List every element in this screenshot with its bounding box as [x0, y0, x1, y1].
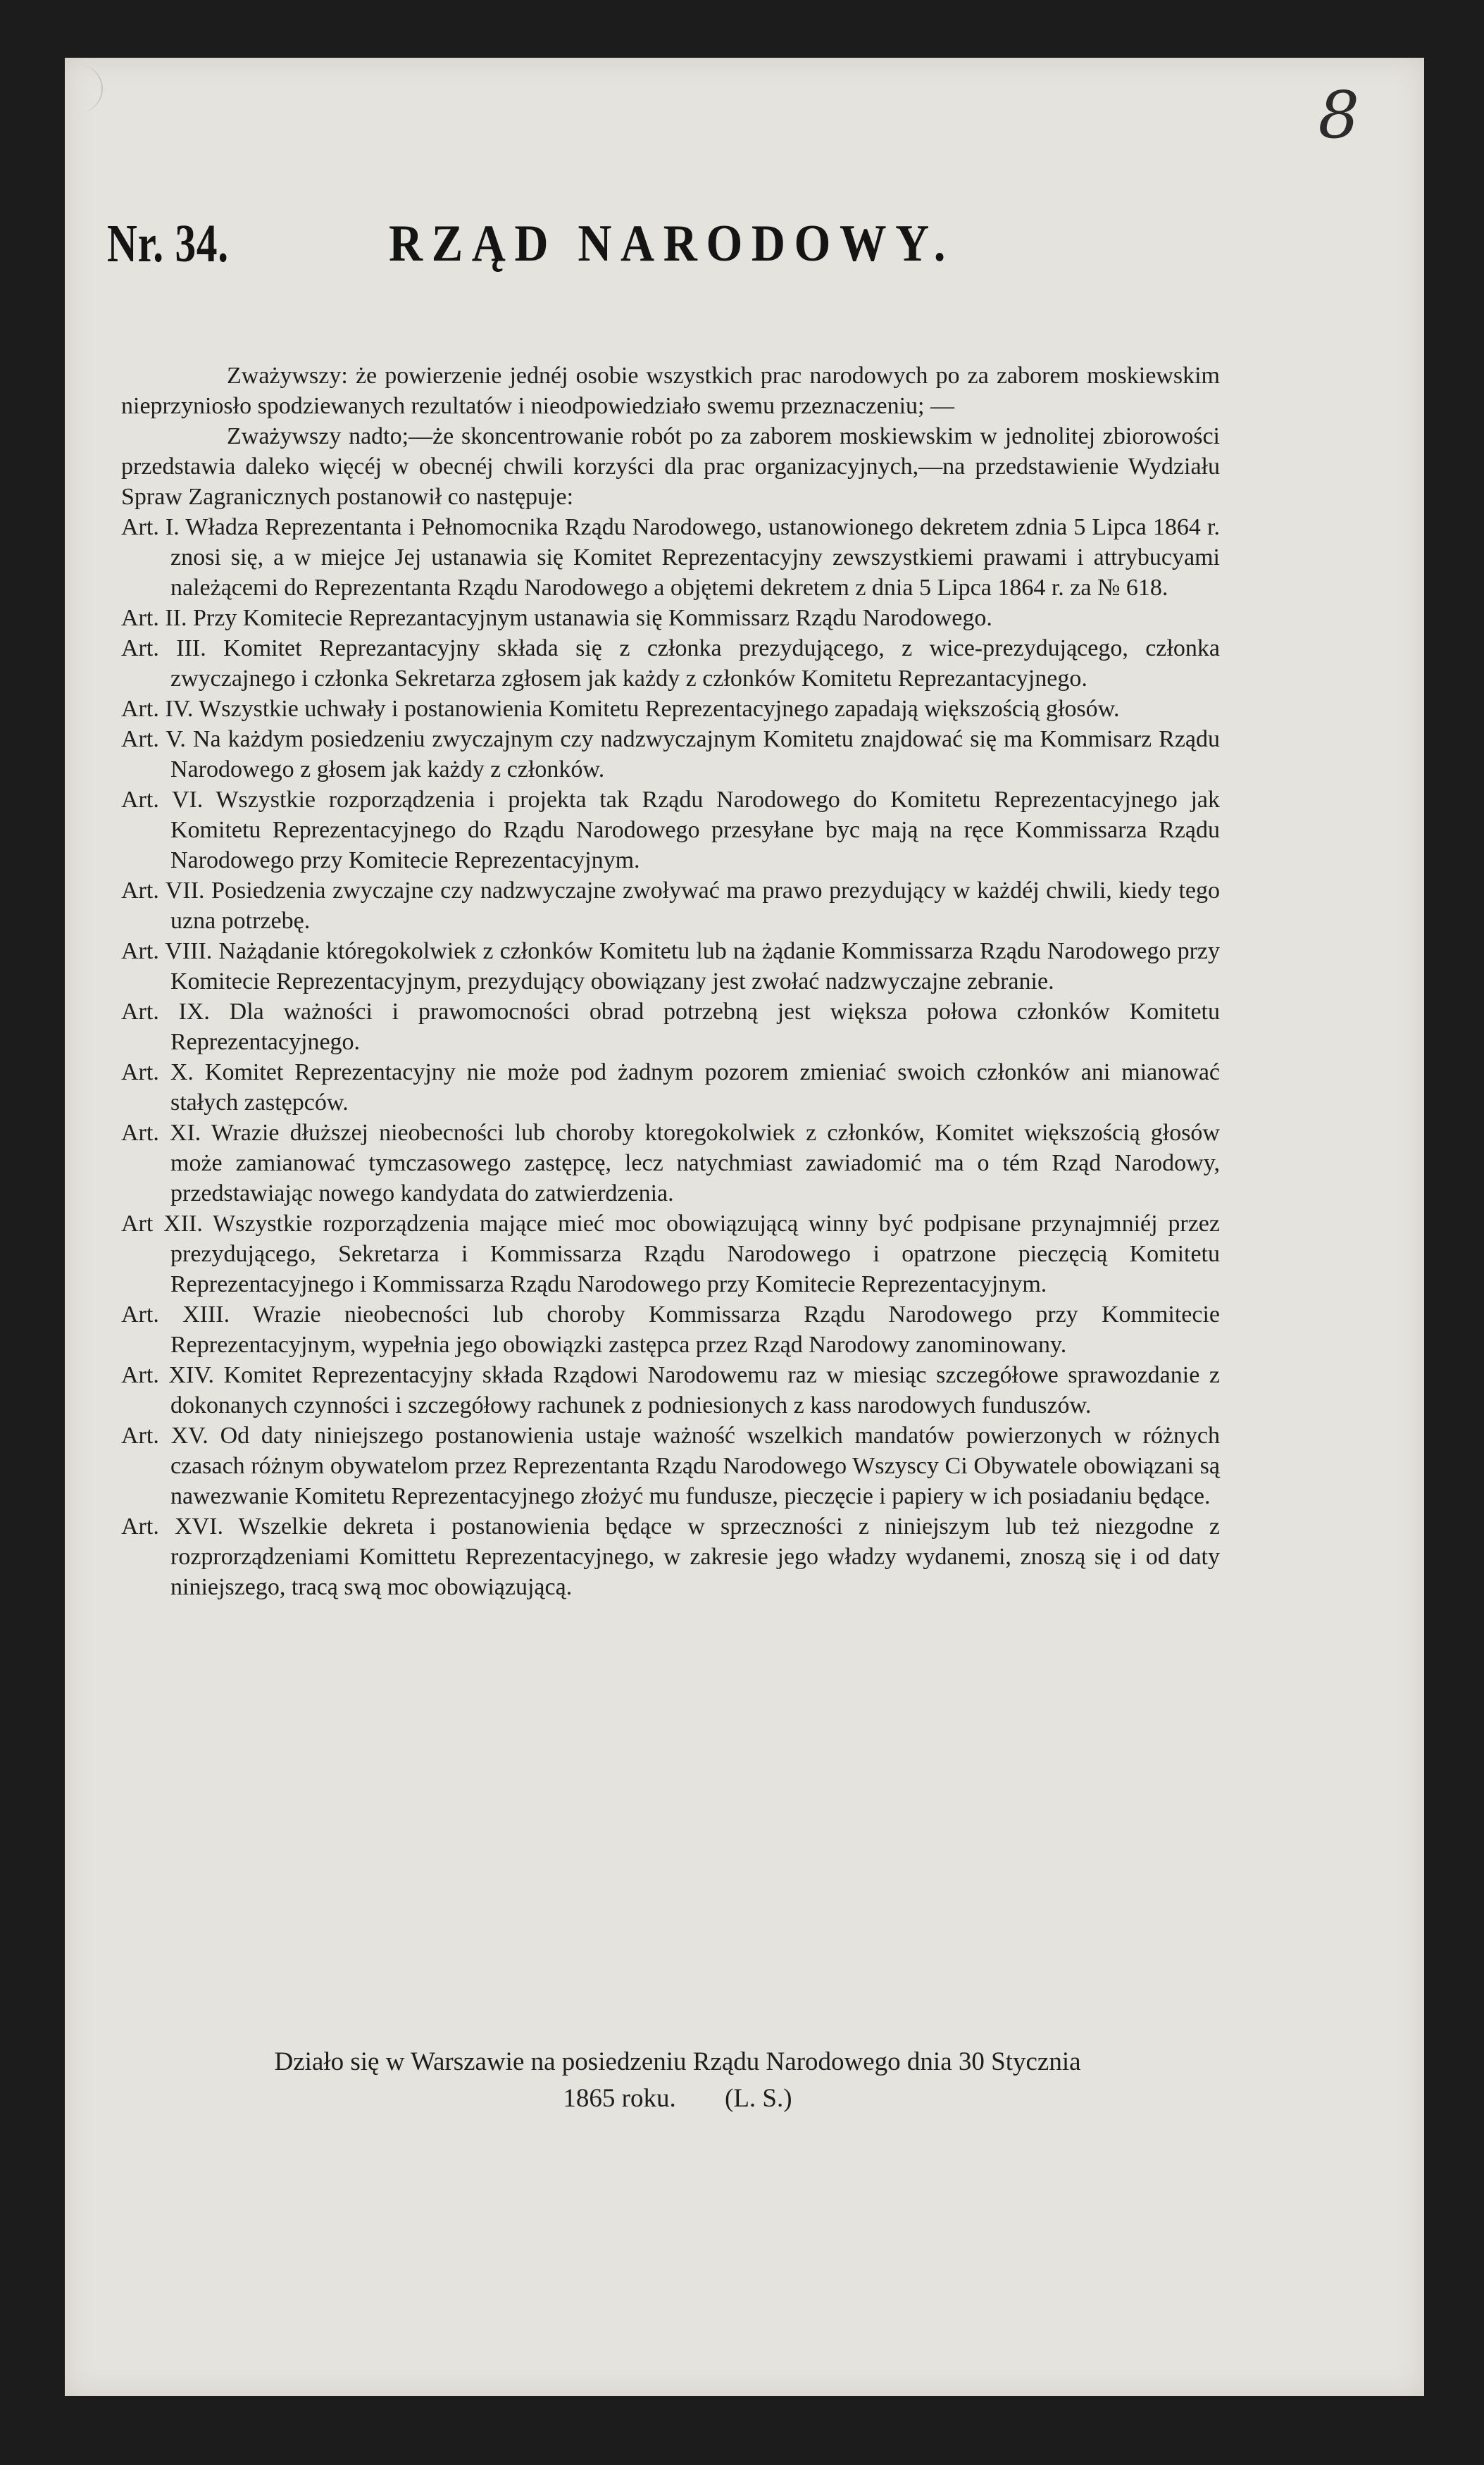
page-number: 8 — [1318, 77, 1359, 153]
article-label: Art. V. — [121, 726, 186, 752]
article-label: Art. XIII. — [121, 1302, 230, 1328]
decree-number: Nr. 34. — [107, 214, 229, 273]
article — [121, 785, 1220, 875]
closing-place-date: Działo się w Warszawie na posiedzeniu Rządu Narodowego dnia 30 Stycznia — [274, 2047, 1081, 2076]
article-text: Władza Reprezentanta i Pełnomocnika Rządu Narodowego, ustanowionego dekretem zdnia 5 Lipca 1864 r. znosi się, a w miejce Jej ustanawia się Komitet Reprezentacyjny zewszystkiemi prawami i attrybucyami należącemi do Reprezentanta Rządu Narodowego a objętemi dekretem z dnia 5 Lipca 1864 r. za № 618. — [170, 514, 1220, 601]
closing-year-line — [163, 2080, 1192, 2117]
article-text: Komitet Reprezentacyjny składa Rządowi Narodowemu raz w miesiąc szczegółowe sprawozdanie z dokonanych czynności i szczegółowy rachunek z podniesionych z kass narodowych funduszów. — [170, 1362, 1220, 1418]
article — [121, 1118, 1220, 1209]
article-text: Od daty niniejszego postanowienia ustaje ważność wszelkich mandatów powierzonych w różnych czasach różnym obywatelom przez Reprezentanta Rządu Narodowego Wszyscy Ci Obywatele obowiązani są nawezwanie Komitetu Reprezentacyjnego złożyć mu fundusze, pieczęcie i papiery w ich posiadaniu będące. — [170, 1423, 1221, 1509]
article — [121, 997, 1220, 1057]
document-title: RZĄD NARODOWY. — [389, 215, 954, 273]
article — [121, 936, 1220, 997]
article-text: Przy Komitecie Reprezantacyjnym ustanawia się Kommissarz Rządu Narodowego. — [192, 605, 992, 631]
article-text: Wrazie nieobecności lub choroby Kommissarza Rządu Narodowego przy Kommitecie Reprezentacyjnym, wypełnia jego obowiązki zastępca przez Rząd Narodowy zanominowany. — [170, 1302, 1221, 1358]
article — [121, 1299, 1220, 1360]
article-label: Art XII. — [121, 1211, 203, 1237]
article-label: Art. VIII. — [121, 938, 213, 964]
article — [121, 724, 1220, 785]
preamble-paragraph: Zważywszy nadto;—że skoncentrowanie robót po za zaborem moskiewskim w jednolitej zbiorowości przedstawia daleko więcéj w obecnéj chwili korzyści dla prac organizacyjnych,—na przedstawienie Wydziału Spraw Zagranicznych postanowił co następuje: — [121, 423, 1220, 510]
article-text: Posiedzenia zwyczajne czy nadzwyczajne zwoływać ma prawo prezydujący w każdéj chwili, kiedy tego uzna potrzebę. — [170, 878, 1221, 934]
article — [121, 875, 1220, 936]
article-text: Wszystkie rozporządzenia mające mieć moc obowiązującą winny być podpisane przynajmniéj przez prezydującego, Sekretarza i Kommissarza Rządu Narodowego i opatrzone pieczęcią Komitetu Reprezentacyjnego i Kommissarza Rządu Narodowego przy Komitecie Reprezentacyjnym. — [170, 1211, 1220, 1297]
article — [121, 512, 1220, 603]
article-label: Art. X. — [121, 1059, 194, 1085]
article-label: Art. XVI. — [121, 1514, 223, 1540]
closing-statement — [163, 2044, 1192, 2117]
article-text: Wrazie dłuższej nieobecności lub choroby ktoregokolwiek z członków, Komitet większością głosów może zamianować tymczasowego zastępcę, lecz natychmiast zawiadomić ma o tém Rząd Narodowy, przedstawiając nowego kandydata do zatwierdzenia. — [170, 1120, 1220, 1206]
article — [121, 1209, 1220, 1299]
article — [121, 1057, 1220, 1118]
article-label: Art. II. — [121, 605, 187, 631]
article-label: Art. XV. — [121, 1423, 208, 1449]
article-text: Wszystkie rozporządzenia i projekta tak Rządu Narodowego do Komitetu Reprezentacyjnego jak Komitetu Reprezentacyjnego do Rządu Narodowego przesyłane byc mają na ręce Kommissarza Rządu Narodowego przy Komitecie Reprezentacyjnym. — [170, 787, 1221, 873]
article-text: Komitet Reprezentacyjny nie może pod żadnym pozorem zmieniać swoich członków ani mianować stałych zastępców. — [170, 1059, 1221, 1116]
article-text: Komitet Reprezantacyjny składa się z członka prezydującego, z wice-prezydującego, członka zwyczajnego i członka Sekretarza zgłosem jak każdy z członków Komitetu Reprezantacyjnego. — [170, 635, 1220, 692]
article — [121, 694, 1220, 724]
article-text: Wszelkie dekreta i postanowienia będące w sprzeczności z niniejszym lub też niezgodne z rozprorządzeniami Komittetu Reprezentacyjnego, w zakresie jego władzy wydanemi, znoszą się i od daty niniejszego, tracą swą moc obowiązującą. — [170, 1514, 1220, 1600]
article-text: Na każdym posiedzeniu zwyczajnym czy nadzwyczajnym Komitetu znajdować się ma Kommisarz Rządu Narodowego z głosem jak każdy z członków. — [170, 726, 1220, 782]
article-label: Art. I. — [121, 514, 180, 540]
article — [121, 1360, 1220, 1421]
decree-body — [121, 361, 1220, 1602]
preamble-paragraph: Zważywszy: że powierzenie jednéj osobie wszystkich prac narodowych po za zaborem moskiewskim nieprzyniosło spodziewanych rezultatów i nieodpowiedziało swemu przeznaczeniu; — — [121, 363, 1220, 419]
article — [121, 1421, 1220, 1511]
document-page — [65, 58, 1424, 2396]
article-text: Wszystkie uchwały i postanowienia Komitetu Reprezentacyjnego zapadają większością głosów. — [199, 696, 1120, 722]
scan-edge-mark — [65, 65, 103, 113]
article — [121, 633, 1220, 694]
article-text: Nażądanie któregokolwiek z członków Komitetu lub na żądanie Kommissarza Rządu Narodowego przy Komitecie Reprezentacyjnym, prezydujący obowiązany jest zwołać nadzwyczajne zebranie. — [170, 938, 1221, 994]
article-label: Art. VI. — [121, 787, 204, 813]
article — [121, 1511, 1220, 1602]
seal-mark: (L. S.) — [725, 2084, 792, 2113]
article — [121, 603, 1220, 633]
document-header — [107, 201, 1164, 286]
article-text: Dla ważności i prawomocności obrad potrzebną jest większa połowa członków Komitetu Reprezentacyjnego. — [170, 999, 1220, 1055]
closing-year: 1865 roku. — [563, 2084, 676, 2113]
article-label: Art. IV. — [121, 696, 194, 722]
article-label: Art. VII. — [121, 878, 205, 904]
article-label: Art. III. — [121, 635, 206, 661]
article-label: Art. IX. — [121, 999, 210, 1025]
article-label: Art. XI. — [121, 1120, 201, 1146]
article-label: Art. XIV. — [121, 1362, 214, 1388]
